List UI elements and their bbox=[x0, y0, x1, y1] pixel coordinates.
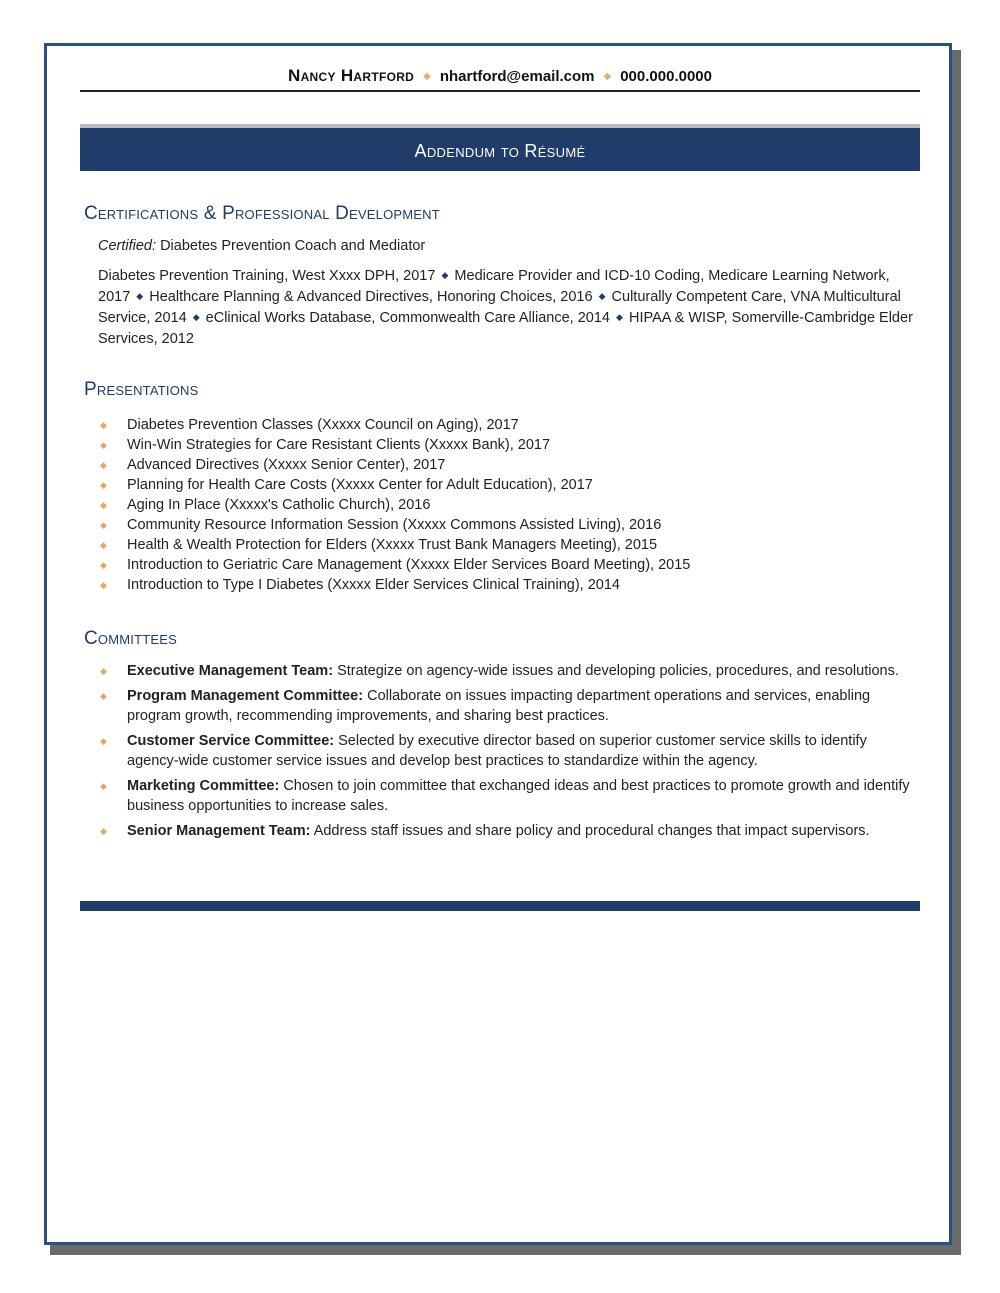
committee-desc: Collaborate on issues impacting department operations and services, enabling program growth, recommending improvements, and sharing best practices. bbox=[127, 688, 871, 724]
header-rule bbox=[80, 90, 920, 92]
committee-name: Senior Management Team: bbox=[127, 823, 311, 839]
cert-item: Medicare Provider and ICD-10 Coding, Medicare Learning Network, 2017 bbox=[98, 268, 890, 305]
bullet-diamond-icon: ◆ bbox=[100, 826, 107, 836]
list-item: ◆ Health & Wealth Protection for Elders (Xxxxx Trust Bank Managers Meeting), 2015 bbox=[100, 537, 658, 553]
list-item: ◆ Advanced Directives (Xxxxx Senior Center), 2017 bbox=[100, 457, 446, 473]
contact-header bbox=[80, 62, 920, 90]
committees-heading: Committees bbox=[84, 628, 177, 649]
cert-item: Culturally Competent Care, VNA Multicultural Service, 2014 bbox=[98, 289, 901, 326]
cert-item: Diabetes Prevention Training, West Xxxx DPH, 2017 bbox=[98, 268, 436, 284]
bullet-diamond-icon: ◆ bbox=[100, 460, 107, 470]
certified-label: Certified: bbox=[98, 238, 157, 254]
bullet-diamond-icon: ◆ bbox=[100, 540, 107, 550]
certifications-list bbox=[98, 266, 913, 349]
list-item: ◆ Diabetes Prevention Classes (Xxxxx Council on Aging), 2017 bbox=[100, 417, 519, 433]
diamond-separator-icon: ◆ bbox=[603, 71, 612, 82]
bullet-diamond-icon: ◆ bbox=[100, 736, 107, 746]
committee-desc: Strategize on agency-wide issues and developing policies, procedures, and resolutions. bbox=[337, 663, 899, 679]
diamond-separator-icon: ◆ bbox=[616, 312, 623, 322]
bullet-diamond-icon: ◆ bbox=[100, 560, 107, 570]
certified-text: Diabetes Prevention Coach and Mediator bbox=[160, 238, 426, 254]
list-item: ◆ Community Resource Information Session (Xxxxx Commons Assisted Living), 2016 bbox=[100, 517, 662, 533]
bullet-diamond-icon: ◆ bbox=[100, 420, 107, 430]
bullet-diamond-icon: ◆ bbox=[100, 500, 107, 510]
bullet-diamond-icon: ◆ bbox=[100, 480, 107, 490]
bullet-diamond-icon: ◆ bbox=[100, 440, 107, 450]
footer-bar bbox=[80, 901, 920, 911]
list-item: ◆ Aging In Place (Xxxxx's Catholic Church), 2016 bbox=[100, 497, 431, 513]
list-item: ◆ Introduction to Type I Diabetes (Xxxxx Elder Services Clinical Training), 2014 bbox=[100, 577, 620, 593]
presentations-list bbox=[100, 415, 915, 595]
list-item bbox=[100, 821, 915, 841]
diamond-separator-icon: ◆ bbox=[192, 312, 200, 322]
diamond-separator-icon: ◆ bbox=[441, 270, 449, 280]
list-item bbox=[100, 731, 915, 771]
bullet-diamond-icon: ◆ bbox=[100, 520, 107, 530]
committee-name: Executive Management Team: bbox=[127, 663, 334, 679]
presentations-heading: Presentations bbox=[84, 379, 199, 400]
candidate-name: Nancy Hartford bbox=[288, 66, 415, 85]
phone-text: 000.000.0000 bbox=[620, 68, 712, 85]
list-item: ◆ Win-Win Strategies for Care Resistant Clients (Xxxxx Bank), 2017 bbox=[100, 437, 551, 453]
certifications-heading: Certifications & Professional Development bbox=[84, 203, 440, 224]
committee-desc: Selected by executive director based on superior customer service skills to identify agency-wide customer service issues and develop best practices to standardize within the agency. bbox=[127, 733, 867, 769]
cert-item: Healthcare Planning & Advanced Directives, Honoring Choices, 2016 bbox=[149, 289, 593, 305]
email-text: nhartford@email.com bbox=[439, 68, 595, 85]
list-item bbox=[100, 661, 915, 681]
cert-item: HIPAA & WISP, Somerville-Cambridge Elder Services, 2012 bbox=[98, 310, 913, 347]
list-item bbox=[100, 776, 915, 816]
bullet-diamond-icon: ◆ bbox=[100, 666, 107, 676]
cert-item: eClinical Works Database, Commonwealth Care Alliance, 2014 bbox=[205, 310, 610, 326]
committee-name: Marketing Committee: bbox=[127, 778, 280, 794]
diamond-separator-icon: ◆ bbox=[423, 71, 431, 82]
diamond-separator-icon: ◆ bbox=[598, 291, 606, 301]
certified-line bbox=[98, 236, 425, 256]
bullet-diamond-icon: ◆ bbox=[100, 691, 107, 701]
list-item: ◆ Planning for Health Care Costs (Xxxxx Center for Adult Education), 2017 bbox=[100, 477, 593, 493]
bullet-diamond-icon: ◆ bbox=[100, 580, 107, 590]
document-title-banner: Addendum to Résumé bbox=[80, 128, 920, 171]
committee-name: Customer Service Committee: bbox=[127, 733, 335, 749]
bullet-diamond-icon: ◆ bbox=[100, 781, 107, 791]
committee-desc: Address staff issues and share policy and procedural changes that impact supervisors. bbox=[313, 823, 870, 839]
list-item: ◆ Introduction to Geriatric Care Management (Xxxxx Elder Services Board Meeting), 2015 bbox=[100, 557, 691, 573]
list-item bbox=[100, 686, 915, 726]
diamond-separator-icon: ◆ bbox=[136, 291, 144, 301]
committees-list bbox=[100, 661, 915, 846]
committee-desc: Chosen to join committee that exchanged ideas and best practices to promote growth and identify business opportunities to increase sales. bbox=[127, 778, 910, 814]
committee-name: Program Management Committee: bbox=[127, 688, 364, 704]
